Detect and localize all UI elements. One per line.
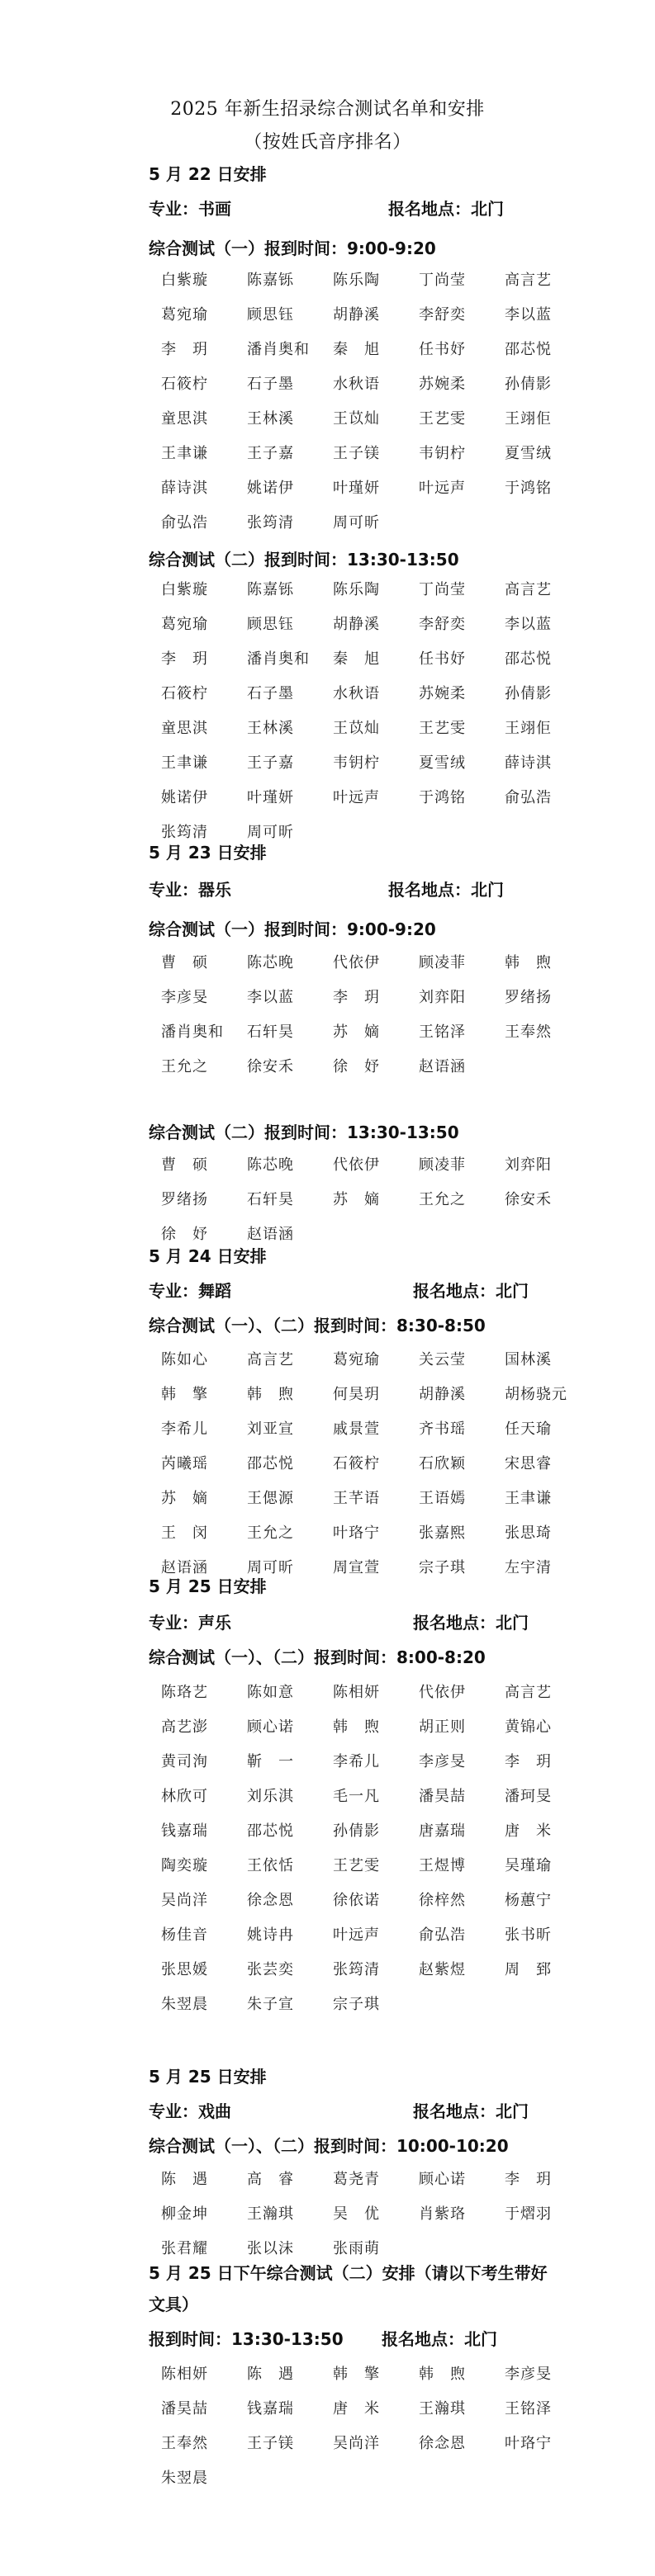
name-list bbox=[161, 1348, 624, 1591]
name-row bbox=[161, 1383, 624, 1417]
candidate-name: 于鸿铭 bbox=[505, 480, 552, 497]
candidate-name: 朱翌晨 bbox=[161, 1996, 208, 2013]
candidate-name: 丁尚莹 bbox=[419, 581, 466, 598]
candidate-name: 潘昊喆 bbox=[161, 2400, 208, 2418]
section-major: 专业：舞蹈 bbox=[149, 1281, 231, 1301]
candidate-name: 钱嘉瑞 bbox=[247, 2400, 294, 2418]
candidate-name: 王奉然 bbox=[161, 2435, 208, 2452]
name-row bbox=[161, 1819, 624, 1854]
section-major: 专业：书画 bbox=[149, 199, 231, 219]
section-place: 报名地点：北门 bbox=[413, 2101, 529, 2121]
candidate-name: 顾思钰 bbox=[247, 616, 294, 633]
candidate-name: 潘肖奥和 bbox=[247, 341, 310, 358]
candidate-name: 石轩昊 bbox=[247, 1023, 294, 1041]
candidate-name: 徐依诺 bbox=[333, 1892, 380, 1909]
candidate-name: 王林溪 bbox=[247, 720, 294, 737]
candidate-name: 薛诗淇 bbox=[505, 754, 552, 772]
candidate-name: 苏婉柔 bbox=[419, 376, 466, 393]
candidate-name: 姚诗冉 bbox=[247, 1926, 294, 1944]
candidate-name: 苏 嫡 bbox=[333, 1023, 380, 1041]
candidate-name: 柳金坤 bbox=[161, 2205, 208, 2223]
name-row bbox=[161, 1055, 624, 1089]
candidate-name: 姚诺伊 bbox=[161, 789, 208, 806]
candidate-name: 曹 硕 bbox=[161, 954, 208, 971]
candidate-name: 李 玥 bbox=[161, 341, 208, 358]
candidate-name: 陈相妍 bbox=[161, 2366, 208, 2383]
candidate-name: 何昊玥 bbox=[333, 1386, 380, 1403]
candidate-name: 王子镁 bbox=[333, 445, 380, 462]
candidate-name: 叶远声 bbox=[333, 1926, 380, 1944]
candidate-name: 陈如心 bbox=[161, 1351, 208, 1368]
name-row bbox=[161, 786, 624, 820]
candidate-name: 周宣萱 bbox=[333, 1559, 380, 1576]
candidate-name: 苏婉柔 bbox=[419, 685, 466, 702]
candidate-name: 李彦旻 bbox=[419, 1753, 466, 1770]
candidate-name: 葛宛瑜 bbox=[161, 306, 208, 324]
candidate-name: 叶瑾妍 bbox=[247, 789, 294, 806]
candidate-name: 石欣颖 bbox=[419, 1455, 466, 1472]
name-row bbox=[161, 1992, 624, 2027]
candidate-name: 胡正则 bbox=[419, 1718, 466, 1736]
candidate-name: 薛诗淇 bbox=[161, 480, 208, 497]
name-row bbox=[161, 1452, 624, 1487]
candidate-name: 石筱柠 bbox=[161, 376, 208, 393]
candidate-name: 周 郅 bbox=[505, 1961, 552, 1978]
name-row bbox=[161, 1715, 624, 1750]
name-row bbox=[161, 511, 624, 546]
candidate-name: 任书妤 bbox=[419, 650, 466, 668]
candidate-name: 王允之 bbox=[419, 1191, 466, 1208]
session-label: 综合测试（一）、（二）报到时间：8:00-8:20 bbox=[149, 1647, 486, 1667]
candidate-name: 苏 嫡 bbox=[333, 1191, 380, 1208]
candidate-name: 韩 擎 bbox=[333, 2366, 380, 2383]
candidate-name: 张思琦 bbox=[505, 1524, 552, 1542]
name-list bbox=[161, 2362, 624, 2501]
candidate-name: 夏雪绒 bbox=[419, 754, 466, 772]
doc-subtitle: （按姓氏音序排名） bbox=[244, 132, 411, 153]
name-list bbox=[161, 1680, 624, 2027]
doc-title: 2025 年新生招录综合测试名单和安排 bbox=[170, 99, 485, 120]
candidate-name: 石子墨 bbox=[247, 685, 294, 702]
candidate-name: 韩 擎 bbox=[161, 1386, 208, 1403]
candidate-name: 陈乐陶 bbox=[333, 272, 380, 289]
candidate-name: 黄锦心 bbox=[505, 1718, 552, 1736]
candidate-name: 陈乐陶 bbox=[333, 581, 380, 598]
candidate-name: 王子嘉 bbox=[247, 754, 294, 772]
candidate-name: 徐念恩 bbox=[419, 2435, 466, 2452]
candidate-name: 毛一凡 bbox=[333, 1788, 380, 1805]
candidate-name: 吴瑾瑜 bbox=[505, 1857, 552, 1874]
candidate-name: 邵芯悦 bbox=[247, 1822, 294, 1840]
candidate-name: 关云莹 bbox=[419, 1351, 466, 1368]
candidate-name: 韦钥柠 bbox=[419, 445, 466, 462]
name-row bbox=[161, 751, 624, 786]
candidate-name: 葛宛瑜 bbox=[161, 616, 208, 633]
name-row bbox=[161, 682, 624, 716]
candidate-name: 徐安禾 bbox=[247, 1058, 294, 1075]
candidate-name: 叶瑾妍 bbox=[333, 480, 380, 497]
candidate-name: 王翊佢 bbox=[505, 410, 552, 428]
final-place: 报名地点：北门 bbox=[382, 2329, 497, 2349]
name-row bbox=[161, 716, 624, 751]
candidate-name: 赵紫煜 bbox=[419, 1961, 466, 1978]
candidate-name: 唐嘉瑞 bbox=[419, 1822, 466, 1840]
candidate-name: 陈珞艺 bbox=[161, 1684, 208, 1701]
candidate-name: 张嘉熙 bbox=[419, 1524, 466, 1542]
candidate-name: 王苡灿 bbox=[333, 720, 380, 737]
candidate-name: 吴 优 bbox=[333, 2205, 380, 2223]
candidate-name: 邵芯悦 bbox=[505, 341, 552, 358]
name-row bbox=[161, 612, 624, 647]
candidate-name: 刘亚宣 bbox=[247, 1420, 294, 1438]
candidate-name: 叶远声 bbox=[419, 480, 466, 497]
candidate-name: 胡静溪 bbox=[419, 1386, 466, 1403]
candidate-name: 代依伊 bbox=[333, 954, 380, 971]
candidate-name: 王艺雯 bbox=[419, 410, 466, 428]
session-label: 综合测试（二）报到时间：13:30-13:50 bbox=[149, 550, 459, 570]
candidate-name: 韦钥柠 bbox=[333, 754, 380, 772]
name-row bbox=[161, 1521, 624, 1556]
candidate-name: 李以蓝 bbox=[247, 989, 294, 1006]
session-label: 综合测试（二）报到时间：13:30-13:50 bbox=[149, 1123, 459, 1142]
name-list bbox=[161, 268, 624, 546]
name-row bbox=[161, 1923, 624, 1958]
candidate-name: 顾凌菲 bbox=[419, 1156, 466, 1174]
candidate-name: 高 睿 bbox=[247, 2171, 294, 2188]
candidate-name: 石筱柠 bbox=[333, 1455, 380, 1472]
name-row bbox=[161, 1348, 624, 1383]
candidate-name: 王艺雯 bbox=[333, 1857, 380, 1874]
candidate-name: 张芸奕 bbox=[247, 1961, 294, 1978]
candidate-name: 叶珞宁 bbox=[333, 1524, 380, 1542]
candidate-name: 徐安禾 bbox=[505, 1191, 552, 1208]
candidate-name: 韩 煦 bbox=[419, 2366, 466, 2383]
candidate-name: 王煜博 bbox=[419, 1857, 466, 1874]
candidate-name: 赵语涵 bbox=[247, 1226, 294, 1243]
candidate-name: 潘肖奥和 bbox=[161, 1023, 224, 1041]
candidate-name: 钱嘉瑞 bbox=[161, 1822, 208, 1840]
candidate-name: 石轩昊 bbox=[247, 1191, 294, 1208]
candidate-name: 顾心诺 bbox=[247, 1718, 294, 1736]
candidate-name: 张思媛 bbox=[161, 1961, 208, 1978]
candidate-name: 顾凌菲 bbox=[419, 954, 466, 971]
candidate-name: 秦 旭 bbox=[333, 341, 380, 358]
candidate-name: 王子镁 bbox=[247, 2435, 294, 2452]
candidate-name: 童思淇 bbox=[161, 410, 208, 428]
name-row bbox=[161, 303, 624, 338]
name-row bbox=[161, 1487, 624, 1521]
candidate-name: 徐念恩 bbox=[247, 1892, 294, 1909]
candidate-name: 潘昊喆 bbox=[419, 1788, 466, 1805]
candidate-name: 邵芯悦 bbox=[505, 650, 552, 668]
candidate-name: 童思淇 bbox=[161, 720, 208, 737]
section-major: 专业：戏曲 bbox=[149, 2101, 231, 2121]
name-row bbox=[161, 1750, 624, 1784]
candidate-name: 李舒奕 bbox=[419, 616, 466, 633]
name-row bbox=[161, 1153, 624, 1188]
candidate-name: 白紫璇 bbox=[161, 581, 208, 598]
candidate-name: 王允之 bbox=[161, 1058, 208, 1075]
name-row bbox=[161, 1888, 624, 1923]
candidate-name: 靳 一 bbox=[247, 1753, 294, 1770]
candidate-name: 俞弘浩 bbox=[505, 789, 552, 806]
section-place: 报名地点：北门 bbox=[413, 1613, 529, 1633]
name-row bbox=[161, 476, 624, 511]
candidate-name: 葛尧青 bbox=[333, 2171, 380, 2188]
candidate-name: 陈嘉铄 bbox=[247, 581, 294, 598]
candidate-name: 孙倩影 bbox=[333, 1822, 380, 1840]
final-heading: 5 月 25 日下午综合测试（二）安排（请以下考生带好 bbox=[149, 2263, 548, 2283]
final-time: 报到时间：13:30-13:50 bbox=[149, 2329, 344, 2349]
candidate-name: 孙倩影 bbox=[505, 376, 552, 393]
section-place: 报名地点：北门 bbox=[413, 1281, 529, 1301]
candidate-name: 陈如意 bbox=[247, 1684, 294, 1701]
candidate-name: 高艺澎 bbox=[161, 1718, 208, 1736]
name-list bbox=[161, 578, 624, 855]
candidate-name: 陈 遇 bbox=[161, 2171, 208, 2188]
candidate-name: 国林溪 bbox=[505, 1351, 552, 1368]
candidate-name: 陈嘉铄 bbox=[247, 272, 294, 289]
candidate-name: 张筠清 bbox=[161, 824, 208, 841]
name-row bbox=[161, 2362, 624, 2397]
candidate-name: 王铭泽 bbox=[419, 1023, 466, 1041]
candidate-name: 王偲源 bbox=[247, 1490, 294, 1507]
candidate-name: 邵芯悦 bbox=[247, 1455, 294, 1472]
candidate-name: 胡静溪 bbox=[333, 616, 380, 633]
candidate-name: 高言艺 bbox=[505, 1684, 552, 1701]
name-row bbox=[161, 2397, 624, 2432]
candidate-name: 周可昕 bbox=[247, 1559, 294, 1576]
candidate-name: 肖紫珞 bbox=[419, 2205, 466, 2223]
candidate-name: 戚景萱 bbox=[333, 1420, 380, 1438]
candidate-name: 王子嘉 bbox=[247, 445, 294, 462]
candidate-name: 罗绪扬 bbox=[505, 989, 552, 1006]
candidate-name: 刘弈阳 bbox=[419, 989, 466, 1006]
candidate-name: 李舒奕 bbox=[419, 306, 466, 324]
candidate-name: 孙倩影 bbox=[505, 685, 552, 702]
candidate-name: 李希儿 bbox=[333, 1753, 380, 1770]
name-row bbox=[161, 1680, 624, 1715]
candidate-name: 胡静溪 bbox=[333, 306, 380, 324]
candidate-name: 李希儿 bbox=[161, 1420, 208, 1438]
candidate-name: 黄司洵 bbox=[161, 1753, 208, 1770]
name-row bbox=[161, 2466, 624, 2501]
name-row bbox=[161, 338, 624, 372]
candidate-name: 宗子琪 bbox=[419, 1559, 466, 1576]
candidate-name: 代依伊 bbox=[419, 1684, 466, 1701]
candidate-name: 王语嫣 bbox=[419, 1490, 466, 1507]
name-row bbox=[161, 1417, 624, 1452]
candidate-name: 唐 米 bbox=[333, 2400, 380, 2418]
candidate-name: 代依伊 bbox=[333, 1156, 380, 1174]
candidate-name: 李彦旻 bbox=[505, 2366, 552, 2383]
candidate-name: 张筠清 bbox=[333, 1961, 380, 1978]
name-list bbox=[161, 2167, 624, 2271]
candidate-name: 于鸿铭 bbox=[419, 789, 466, 806]
name-row bbox=[161, 1784, 624, 1819]
candidate-name: 刘乐淇 bbox=[247, 1788, 294, 1805]
candidate-name: 徐梓然 bbox=[419, 1892, 466, 1909]
candidate-name: 宗子琪 bbox=[333, 1996, 380, 2013]
candidate-name: 王艺雯 bbox=[419, 720, 466, 737]
candidate-name: 于熠羽 bbox=[505, 2205, 552, 2223]
candidate-name: 苏 嫡 bbox=[161, 1490, 208, 1507]
candidate-name: 王依恬 bbox=[247, 1857, 294, 1874]
candidate-name: 白紫璇 bbox=[161, 272, 208, 289]
name-list bbox=[161, 951, 624, 1089]
candidate-name: 陈 遇 bbox=[247, 2366, 294, 2383]
section-date: 5 月 23 日安排 bbox=[149, 843, 267, 863]
candidate-name: 周可昕 bbox=[333, 514, 380, 532]
name-row bbox=[161, 985, 624, 1020]
final-heading-cont: 文具） bbox=[149, 2295, 198, 2314]
section-date: 5 月 24 日安排 bbox=[149, 1246, 267, 1266]
name-row bbox=[161, 1958, 624, 1992]
candidate-name: 石子墨 bbox=[247, 376, 294, 393]
candidate-name: 张筠清 bbox=[247, 514, 294, 532]
candidate-name: 水秋语 bbox=[333, 685, 380, 702]
candidate-name: 杨佳音 bbox=[161, 1926, 208, 1944]
candidate-name: 任天瑜 bbox=[505, 1420, 552, 1438]
candidate-name: 李以蓝 bbox=[505, 616, 552, 633]
candidate-name: 唐 米 bbox=[505, 1822, 552, 1840]
candidate-name: 顾思钰 bbox=[247, 306, 294, 324]
candidate-name: 徐 妤 bbox=[161, 1226, 208, 1243]
candidate-name: 陈芯晚 bbox=[247, 1156, 294, 1174]
name-row bbox=[161, 951, 624, 985]
section-major: 专业：声乐 bbox=[149, 1613, 231, 1633]
candidate-name: 王聿谦 bbox=[161, 754, 208, 772]
name-row bbox=[161, 2202, 624, 2237]
candidate-name: 王聿谦 bbox=[505, 1490, 552, 1507]
candidate-name: 杨蕙宁 bbox=[505, 1892, 552, 1909]
candidate-name: 李 玥 bbox=[333, 989, 380, 1006]
name-row bbox=[161, 268, 624, 303]
candidate-name: 宋思睿 bbox=[505, 1455, 552, 1472]
section-date: 5 月 25 日安排 bbox=[149, 1576, 267, 1596]
candidate-name: 李 玥 bbox=[505, 2171, 552, 2188]
candidate-name: 吴尚洋 bbox=[161, 1892, 208, 1909]
session-label: 综合测试（一）报到时间：9:00-9:20 bbox=[149, 239, 436, 258]
candidate-name: 朱子宣 bbox=[247, 1996, 294, 2013]
section-date: 5 月 25 日安排 bbox=[149, 2067, 267, 2087]
candidate-name: 李以蓝 bbox=[505, 306, 552, 324]
candidate-name: 任书妤 bbox=[419, 341, 466, 358]
candidate-name: 陈芯晚 bbox=[247, 954, 294, 971]
candidate-name: 高言艺 bbox=[505, 272, 552, 289]
candidate-name: 朱翌晨 bbox=[161, 2470, 208, 2487]
candidate-name: 张雨萌 bbox=[333, 2240, 380, 2257]
candidate-name: 秦 旭 bbox=[333, 650, 380, 668]
session-label: 综合测试（一）报到时间：9:00-9:20 bbox=[149, 919, 436, 939]
candidate-name: 王芊语 bbox=[333, 1490, 380, 1507]
candidate-name: 张君耀 bbox=[161, 2240, 208, 2257]
name-row bbox=[161, 1020, 624, 1055]
candidate-name: 韩 煦 bbox=[505, 954, 552, 971]
name-row bbox=[161, 578, 624, 612]
candidate-name: 吴尚洋 bbox=[333, 2435, 380, 2452]
name-row bbox=[161, 2167, 624, 2202]
name-row bbox=[161, 647, 624, 682]
candidate-name: 李 玥 bbox=[505, 1753, 552, 1770]
candidate-name: 水秋语 bbox=[333, 376, 380, 393]
candidate-name: 高言艺 bbox=[247, 1351, 294, 1368]
section-place: 报名地点：北门 bbox=[388, 880, 504, 900]
candidate-name: 左宇清 bbox=[505, 1559, 552, 1576]
candidate-name: 夏雪绒 bbox=[505, 445, 552, 462]
candidate-name: 叶珞宁 bbox=[505, 2435, 552, 2452]
name-row bbox=[161, 372, 624, 407]
candidate-name: 张以沫 bbox=[247, 2240, 294, 2257]
candidate-name: 王铭泽 bbox=[505, 2400, 552, 2418]
name-list bbox=[161, 1153, 624, 1257]
candidate-name: 齐书瑶 bbox=[419, 1420, 466, 1438]
candidate-name: 罗绪扬 bbox=[161, 1191, 208, 1208]
candidate-name: 姚诺伊 bbox=[247, 480, 294, 497]
session-label: 综合测试（一）、（二）报到时间：10:00-10:20 bbox=[149, 2136, 509, 2156]
candidate-name: 俞弘浩 bbox=[419, 1926, 466, 1944]
candidate-name: 韩 煦 bbox=[247, 1386, 294, 1403]
candidate-name: 陈相妍 bbox=[333, 1684, 380, 1701]
candidate-name: 王林溪 bbox=[247, 410, 294, 428]
session-label: 综合测试（一）、（二）报到时间：8:30-8:50 bbox=[149, 1316, 486, 1335]
name-row bbox=[161, 2432, 624, 2466]
name-row bbox=[161, 407, 624, 442]
candidate-name: 周可昕 bbox=[247, 824, 294, 841]
section-major: 专业：器乐 bbox=[149, 880, 231, 900]
candidate-name: 徐 妤 bbox=[333, 1058, 380, 1075]
candidate-name: 王苡灿 bbox=[333, 410, 380, 428]
candidate-name: 王奉然 bbox=[505, 1023, 552, 1041]
candidate-name: 曹 硕 bbox=[161, 1156, 208, 1174]
candidate-name: 胡杨骁元 bbox=[505, 1386, 567, 1403]
candidate-name: 芮曦瑶 bbox=[161, 1455, 208, 1472]
candidate-name: 石筱柠 bbox=[161, 685, 208, 702]
candidate-name: 丁尚莹 bbox=[419, 272, 466, 289]
candidate-name: 赵语涵 bbox=[161, 1559, 208, 1576]
candidate-name: 李彦旻 bbox=[161, 989, 208, 1006]
candidate-name: 林欣可 bbox=[161, 1788, 208, 1805]
name-row bbox=[161, 442, 624, 476]
candidate-name: 王聿谦 bbox=[161, 445, 208, 462]
candidate-name: 王瀚琪 bbox=[247, 2205, 294, 2223]
candidate-name: 王翊佢 bbox=[505, 720, 552, 737]
candidate-name: 顾心诺 bbox=[419, 2171, 466, 2188]
candidate-name: 韩 煦 bbox=[333, 1718, 380, 1736]
candidate-name: 李 玥 bbox=[161, 650, 208, 668]
section-place: 报名地点：北门 bbox=[388, 199, 504, 219]
candidate-name: 叶远声 bbox=[333, 789, 380, 806]
name-row bbox=[161, 1854, 624, 1888]
section-date: 5 月 22 日安排 bbox=[149, 164, 267, 184]
candidate-name: 潘珂旻 bbox=[505, 1788, 552, 1805]
candidate-name: 俞弘浩 bbox=[161, 514, 208, 532]
candidate-name: 陶奕璇 bbox=[161, 1857, 208, 1874]
candidate-name: 葛宛瑜 bbox=[333, 1351, 380, 1368]
candidate-name: 赵语涵 bbox=[419, 1058, 466, 1075]
candidate-name: 刘弈阳 bbox=[505, 1156, 552, 1174]
candidate-name: 王瀚琪 bbox=[419, 2400, 466, 2418]
candidate-name: 高言艺 bbox=[505, 581, 552, 598]
candidate-name: 张书昕 bbox=[505, 1926, 552, 1944]
candidate-name: 王允之 bbox=[247, 1524, 294, 1542]
name-row bbox=[161, 1188, 624, 1222]
candidate-name: 潘肖奥和 bbox=[247, 650, 310, 668]
candidate-name: 王 闵 bbox=[161, 1524, 208, 1542]
